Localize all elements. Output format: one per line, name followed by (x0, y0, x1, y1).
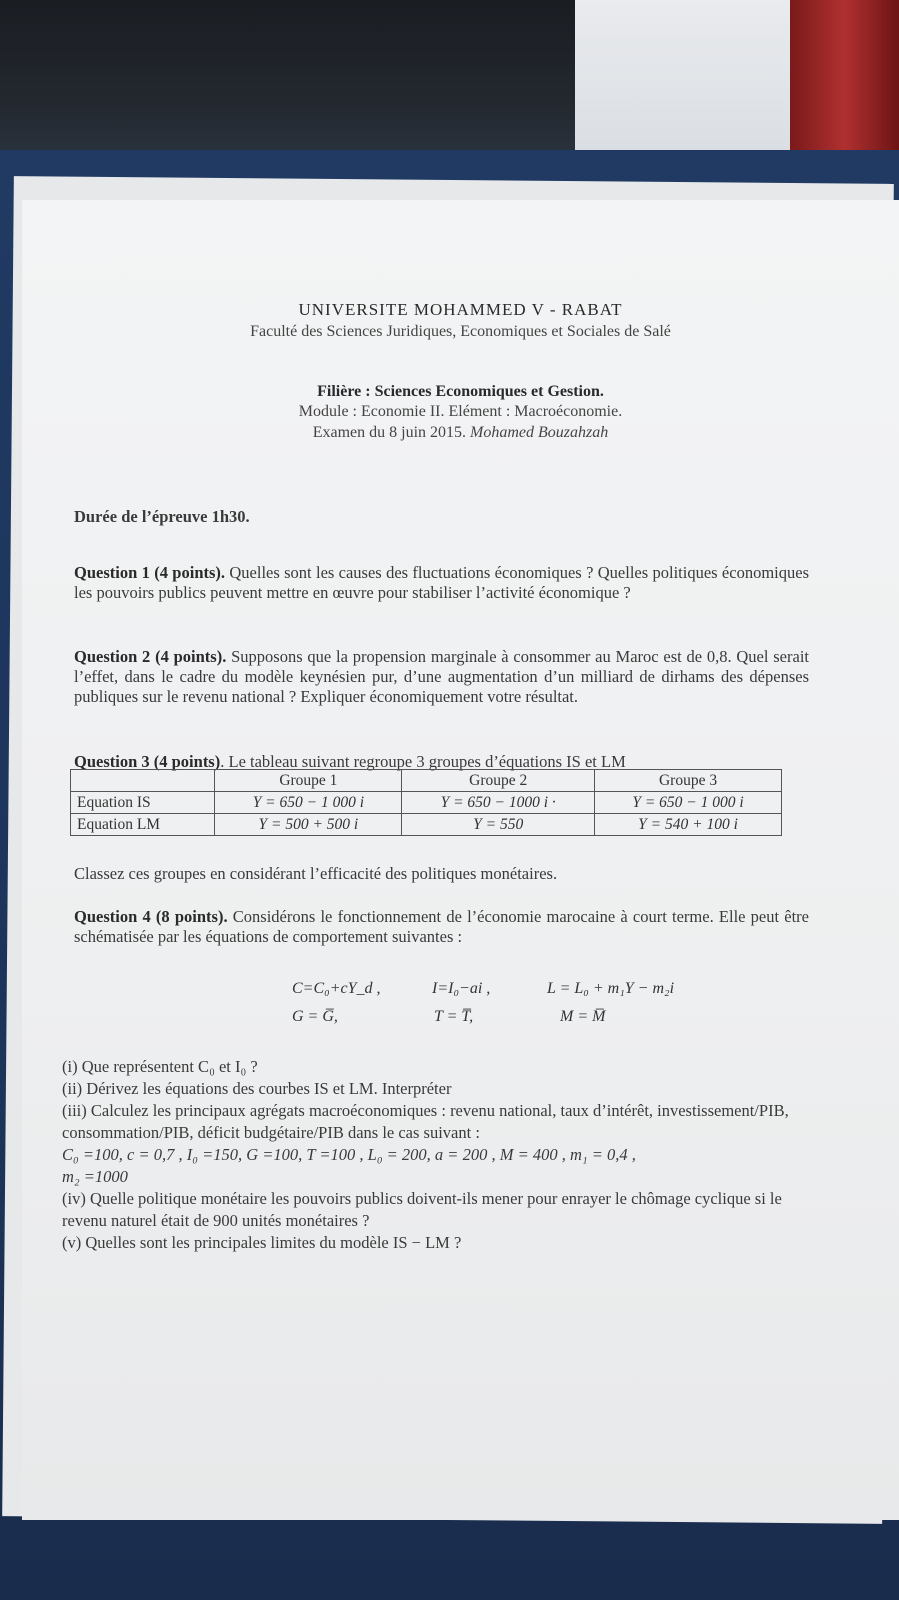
module-line: Module : Economie II. Elément : Macroéconomie. (298, 403, 623, 420)
question-3-instruction: Classez ces groupes en considérant l’efficacité des politiques monétaires. (74, 864, 558, 883)
equation-money-supply: M = M̅ (560, 1008, 606, 1025)
table-cell: Y = 650 − 1 000 i (595, 792, 782, 814)
question-1-label: Question 1 (4 points). (74, 563, 226, 582)
table-cell: Y = 650 − 1000 i · (402, 792, 595, 814)
list-item: (iv) Quelle politique monétaire les pouvoirs publics doivent-ils mener pour enrayer le chômage cyclique si le revenu naturel était de 900 unités monétaires ? (62, 1189, 782, 1230)
question-3-text: . Le tableau suivant regroupe 3 groupes d’équations IS et LM (220, 752, 626, 771)
table-cell: Y = 550 (402, 814, 595, 836)
exam-author: Mohamed Bouzahzah (470, 424, 609, 441)
equation-taxes: T = T̅, (434, 1008, 474, 1025)
equations-table (70, 769, 782, 836)
table-row (71, 814, 782, 836)
exam-duration: Durée de l’épreuve 1h30. (74, 507, 250, 526)
equation-government: G = G̅, (292, 1008, 338, 1025)
question-2 (74, 647, 809, 707)
table-cell: Y = 500 + 500 i (215, 814, 402, 836)
faculty-title: Faculté des Sciences Juridiques, Economiques et Sociales de Salé (250, 323, 671, 340)
table-header-row (71, 770, 782, 792)
list-item: (ii) Dérivez les équations des courbes IS et LM. Interpréter (62, 1079, 452, 1098)
question-2-label: Question 2 (4 points). (74, 647, 227, 666)
table-header-cell: Groupe 3 (595, 770, 782, 792)
table-header-cell: Groupe 2 (402, 770, 595, 792)
table-cell: Y = 650 − 1 000 i (215, 792, 402, 814)
equation-investment: I=I₀−ai , (432, 980, 491, 997)
question-2-text: Supposons que la propension marginale à consommer au Maroc est de 0,8. Quel serait l’effet, dans le cadre du modèle keynésien pur, d’une augmentation d’un milliard de dirhams des dépenses publiques sur le revenu national ? Expliquer économiquement votre résultat. (74, 647, 809, 706)
table-row-label: Equation LM (71, 814, 215, 836)
filiere-line: Filière : Sciences Economiques et Gestion. (317, 383, 604, 400)
list-item: (v) Quelles sont les principales limites du modèle IS − LM ? (62, 1233, 462, 1252)
equation-consumption: C=C₀+cY_d , (292, 980, 381, 997)
list-item: m₂ =1000 (62, 1167, 128, 1186)
table-header-cell: Groupe 1 (215, 770, 402, 792)
equation-money-demand: L = L₀ + m₁Y − m₂i (547, 980, 675, 997)
question-1-text: Quelles sont les causes des fluctuations économiques ? Quelles politiques économiques les pouvoirs publics peuvent mettre en œuvre pour stabiliser l’activité économique ? (74, 563, 809, 602)
question-4-items (62, 1056, 822, 1254)
background-object (790, 0, 899, 160)
background-paper (575, 0, 805, 165)
table-header-cell (71, 770, 215, 792)
list-item: (iii) Calculez les principaux agrégats macroéconomiques : revenu national, taux d’intérêt, investissement/PIB, consommation/PIB, déficit budgétaire/PIB dans le cas suivant : (62, 1101, 789, 1142)
table-row-label: Equation IS (71, 792, 215, 814)
list-item: C₀ =100, c = 0,7 , I₀ =150, G =100, T =100 , L₀ = 200, a = 200 , M = 400 , m₁ = 0,4 , (62, 1145, 636, 1164)
exam-sheet (22, 200, 899, 1520)
university-title: UNIVERSITE MOHAMMED V - RABAT (298, 300, 623, 319)
question-1 (74, 563, 809, 603)
table-cell: Y = 540 + 100 i (595, 814, 782, 836)
table-row (71, 792, 782, 814)
question-4-label: Question 4 (8 points). (74, 907, 228, 926)
question-4 (74, 907, 809, 947)
question-3-label: Question 3 (4 points) (74, 752, 221, 771)
exam-date: Examen du 8 juin 2015. (312, 424, 467, 441)
question-4-text: Considérons le fonctionnement de l’économie marocaine à court terme. Elle peut être schématisée par les équations de comportement suivantes : (74, 907, 810, 946)
exam-date-line (22, 424, 899, 442)
list-item: (i) Que représentent C₀ et I₀ ? (62, 1057, 258, 1076)
